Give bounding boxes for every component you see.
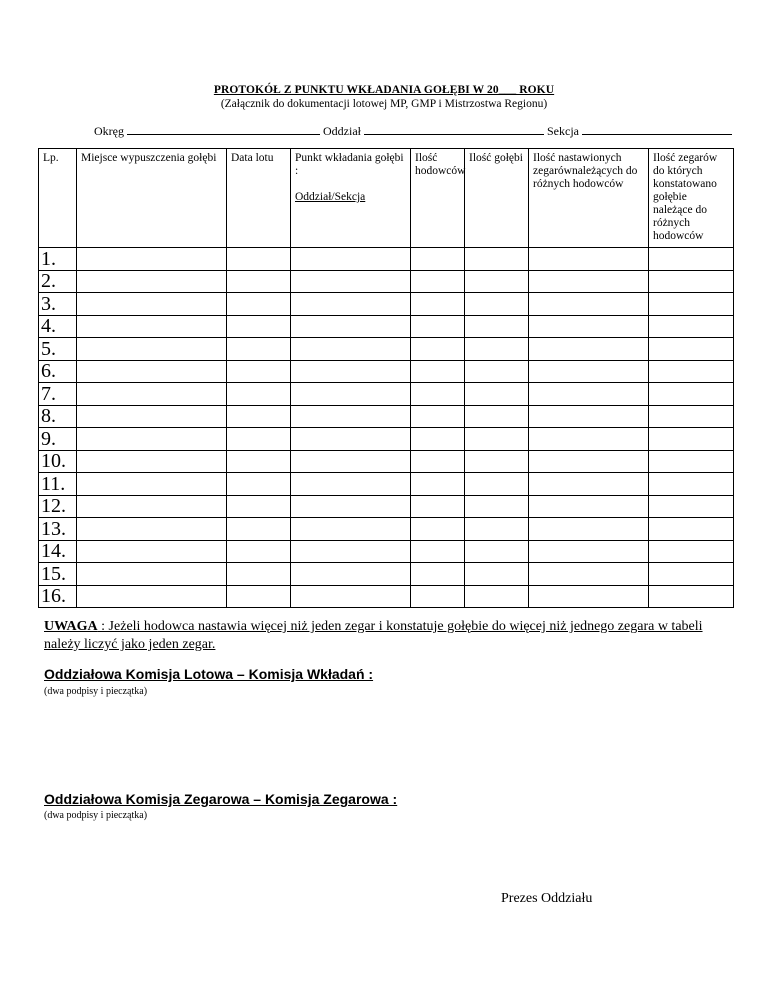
table-cell[interactable] bbox=[529, 428, 649, 451]
table-row bbox=[39, 518, 734, 541]
table-cell[interactable] bbox=[465, 293, 529, 316]
table-cell[interactable] bbox=[77, 360, 227, 383]
table-cell[interactable] bbox=[649, 495, 734, 518]
table-cell[interactable] bbox=[77, 450, 227, 473]
oddzial-label: Oddział bbox=[323, 124, 361, 138]
table-row bbox=[39, 338, 734, 361]
table-cell[interactable] bbox=[291, 270, 411, 293]
table-cell[interactable] bbox=[465, 540, 529, 563]
table-cell[interactable] bbox=[77, 518, 227, 541]
table-cell[interactable] bbox=[529, 248, 649, 271]
lotowa-commission-note: (dwa podpisy i pieczątka) bbox=[44, 686, 148, 697]
table-cell[interactable] bbox=[649, 315, 734, 338]
table-cell[interactable] bbox=[465, 473, 529, 496]
sekcja-field[interactable] bbox=[582, 123, 732, 135]
row-number: 12. bbox=[39, 495, 77, 518]
row-number: 5. bbox=[39, 338, 77, 361]
table-cell[interactable] bbox=[411, 473, 465, 496]
table-row bbox=[39, 383, 734, 406]
table-cell[interactable] bbox=[291, 428, 411, 451]
table-cell[interactable] bbox=[77, 248, 227, 271]
table-cell[interactable] bbox=[411, 518, 465, 541]
col-lp: Lp. bbox=[39, 149, 77, 248]
col-golebi: Ilość gołębi bbox=[465, 149, 529, 248]
row-number: 9. bbox=[39, 428, 77, 451]
oddzial-field[interactable] bbox=[364, 123, 544, 135]
table-cell[interactable] bbox=[529, 540, 649, 563]
table-row bbox=[39, 495, 734, 518]
table-cell[interactable] bbox=[291, 540, 411, 563]
table-cell[interactable] bbox=[649, 450, 734, 473]
table-cell[interactable] bbox=[465, 563, 529, 586]
row-number: 2. bbox=[39, 270, 77, 293]
table-cell[interactable] bbox=[465, 495, 529, 518]
col-miejsce: Miejsce wypuszczenia gołębi bbox=[77, 149, 227, 248]
table-cell[interactable] bbox=[529, 495, 649, 518]
table-cell[interactable] bbox=[411, 383, 465, 406]
col-punkt-sub: Oddział/Sekcja bbox=[295, 191, 366, 203]
table-cell[interactable] bbox=[465, 383, 529, 406]
row-number: 10. bbox=[39, 450, 77, 473]
table-cell[interactable] bbox=[77, 473, 227, 496]
row-number: 11. bbox=[39, 473, 77, 496]
table-cell[interactable] bbox=[227, 383, 291, 406]
table-cell[interactable] bbox=[529, 270, 649, 293]
table-cell[interactable] bbox=[649, 540, 734, 563]
okreg-label: Okręg bbox=[94, 124, 124, 138]
row-number: 14. bbox=[39, 540, 77, 563]
table-cell[interactable] bbox=[411, 563, 465, 586]
table-cell[interactable] bbox=[465, 248, 529, 271]
table-cell[interactable] bbox=[227, 360, 291, 383]
table-cell[interactable] bbox=[291, 248, 411, 271]
header-fields bbox=[94, 123, 732, 139]
table-cell[interactable] bbox=[411, 270, 465, 293]
table-cell[interactable] bbox=[649, 338, 734, 361]
uwaga-text: : Jeżeli hodowca nastawia więcej niż jeden zegar i konstatuje gołębie do więcej niż jednego zegara w tabeli należy liczyć jako jeden zegar. bbox=[44, 619, 703, 652]
table-cell[interactable] bbox=[77, 270, 227, 293]
col-nastawionych: Ilość nastawionych zegarównależących do różnych hodowców bbox=[529, 149, 649, 248]
okreg-field[interactable] bbox=[127, 123, 320, 135]
table-cell[interactable] bbox=[227, 450, 291, 473]
row-number: 16. bbox=[39, 585, 77, 608]
row-number: 13. bbox=[39, 518, 77, 541]
table-header-row bbox=[39, 149, 734, 248]
table-cell[interactable] bbox=[291, 405, 411, 428]
table-cell[interactable] bbox=[649, 585, 734, 608]
table-cell[interactable] bbox=[227, 293, 291, 316]
table-cell[interactable] bbox=[77, 428, 227, 451]
pigeon-table bbox=[38, 148, 734, 608]
table-cell[interactable] bbox=[649, 428, 734, 451]
table-cell[interactable] bbox=[227, 428, 291, 451]
table-cell[interactable] bbox=[465, 450, 529, 473]
document-subtitle: (Załącznik do dokumentacji lotowej MP, GMP i Mistrzostwa Regionu) bbox=[220, 98, 548, 110]
table-cell[interactable] bbox=[465, 360, 529, 383]
table-cell[interactable] bbox=[77, 315, 227, 338]
col-data-lotu: Data lotu bbox=[227, 149, 291, 248]
table-cell[interactable] bbox=[227, 585, 291, 608]
table-cell[interactable] bbox=[465, 270, 529, 293]
table-cell[interactable] bbox=[227, 270, 291, 293]
table-cell[interactable] bbox=[291, 518, 411, 541]
table-cell[interactable] bbox=[411, 248, 465, 271]
table-cell[interactable] bbox=[291, 450, 411, 473]
table-cell[interactable] bbox=[649, 270, 734, 293]
sekcja-label: Sekcja bbox=[547, 124, 579, 138]
table-cell[interactable] bbox=[529, 383, 649, 406]
document-title: PROTOKÓŁ Z PUNKTU WKŁADANIA GOŁĘBI W 20___ ROKU bbox=[213, 84, 555, 96]
table-row bbox=[39, 428, 734, 451]
table-cell[interactable] bbox=[529, 405, 649, 428]
table-cell[interactable] bbox=[649, 383, 734, 406]
table-row bbox=[39, 540, 734, 563]
table-cell[interactable] bbox=[411, 585, 465, 608]
row-number: 1. bbox=[39, 248, 77, 271]
table-cell[interactable] bbox=[291, 293, 411, 316]
table-row bbox=[39, 473, 734, 496]
table-row bbox=[39, 585, 734, 608]
table-cell[interactable] bbox=[291, 360, 411, 383]
row-number: 3. bbox=[39, 293, 77, 316]
table-cell[interactable] bbox=[529, 518, 649, 541]
table-cell[interactable] bbox=[77, 405, 227, 428]
table-cell[interactable] bbox=[411, 495, 465, 518]
table-row bbox=[39, 315, 734, 338]
table-cell[interactable] bbox=[529, 450, 649, 473]
table-cell[interactable] bbox=[529, 315, 649, 338]
table-cell[interactable] bbox=[77, 585, 227, 608]
table-cell[interactable] bbox=[649, 473, 734, 496]
table-cell[interactable] bbox=[649, 248, 734, 271]
table-row bbox=[39, 563, 734, 586]
table-cell[interactable] bbox=[411, 338, 465, 361]
zegarowa-commission-note: (dwa podpisy i pieczątka) bbox=[44, 810, 148, 821]
table-cell[interactable] bbox=[291, 315, 411, 338]
table-cell[interactable] bbox=[411, 405, 465, 428]
table-cell[interactable] bbox=[227, 563, 291, 586]
row-number: 4. bbox=[39, 315, 77, 338]
col-punkt-label: Punkt wkładania gołębi : bbox=[295, 152, 404, 177]
table-cell[interactable] bbox=[465, 338, 529, 361]
table-cell[interactable] bbox=[227, 248, 291, 271]
table-cell[interactable] bbox=[529, 293, 649, 316]
table-cell[interactable] bbox=[77, 338, 227, 361]
table-cell[interactable] bbox=[227, 473, 291, 496]
table-cell[interactable] bbox=[227, 338, 291, 361]
table-cell[interactable] bbox=[465, 585, 529, 608]
table-cell[interactable] bbox=[649, 293, 734, 316]
lotowa-commission-title: Oddziałowa Komisja Lotowa – Komisja Wkładań : bbox=[44, 666, 374, 682]
table-cell[interactable] bbox=[411, 293, 465, 316]
table-cell[interactable] bbox=[227, 495, 291, 518]
table-cell[interactable] bbox=[291, 495, 411, 518]
table-cell[interactable] bbox=[529, 585, 649, 608]
table-cell[interactable] bbox=[77, 383, 227, 406]
table-cell[interactable] bbox=[529, 563, 649, 586]
table-cell[interactable] bbox=[291, 563, 411, 586]
col-zegarow: Ilość zegarów do których konstatowano gołębie należące do różnych hodowców bbox=[649, 149, 734, 248]
table-body bbox=[39, 248, 734, 608]
uwaga-note bbox=[44, 618, 734, 654]
table-cell[interactable] bbox=[465, 428, 529, 451]
table-cell[interactable] bbox=[649, 518, 734, 541]
table-cell[interactable] bbox=[529, 338, 649, 361]
table-cell[interactable] bbox=[649, 360, 734, 383]
table-cell[interactable] bbox=[291, 585, 411, 608]
row-number: 7. bbox=[39, 383, 77, 406]
row-number: 6. bbox=[39, 360, 77, 383]
uwaga-label: UWAGA bbox=[44, 619, 98, 634]
zegarowa-commission-title: Oddziałowa Komisja Zegarowa – Komisja Zegarowa : bbox=[44, 791, 398, 807]
table-cell[interactable] bbox=[291, 473, 411, 496]
table-cell[interactable] bbox=[411, 540, 465, 563]
col-punkt bbox=[291, 149, 411, 248]
col-hodowcow: Ilość hodowców bbox=[411, 149, 465, 248]
table-cell[interactable] bbox=[77, 293, 227, 316]
table-row bbox=[39, 248, 734, 271]
table-cell[interactable] bbox=[411, 450, 465, 473]
table-cell[interactable] bbox=[77, 563, 227, 586]
table-cell[interactable] bbox=[77, 540, 227, 563]
table-cell[interactable] bbox=[411, 428, 465, 451]
table-row bbox=[39, 405, 734, 428]
table-cell[interactable] bbox=[227, 405, 291, 428]
table-cell[interactable] bbox=[291, 383, 411, 406]
table-row bbox=[39, 270, 734, 293]
table-row bbox=[39, 360, 734, 383]
table-row bbox=[39, 450, 734, 473]
table-cell[interactable] bbox=[529, 360, 649, 383]
table-cell[interactable] bbox=[227, 540, 291, 563]
table-cell[interactable] bbox=[411, 315, 465, 338]
table-cell[interactable] bbox=[465, 315, 529, 338]
table-cell[interactable] bbox=[465, 518, 529, 541]
table-cell[interactable] bbox=[411, 360, 465, 383]
table-cell[interactable] bbox=[529, 473, 649, 496]
table-cell[interactable] bbox=[465, 405, 529, 428]
row-number: 8. bbox=[39, 405, 77, 428]
table-cell[interactable] bbox=[291, 338, 411, 361]
row-number: 15. bbox=[39, 563, 77, 586]
table-row bbox=[39, 293, 734, 316]
table-cell[interactable] bbox=[227, 315, 291, 338]
table-cell[interactable] bbox=[649, 563, 734, 586]
table-cell[interactable] bbox=[77, 495, 227, 518]
prezes-signature-label: Prezes Oddziału bbox=[501, 891, 593, 906]
table-cell[interactable] bbox=[649, 405, 734, 428]
table-cell[interactable] bbox=[227, 518, 291, 541]
